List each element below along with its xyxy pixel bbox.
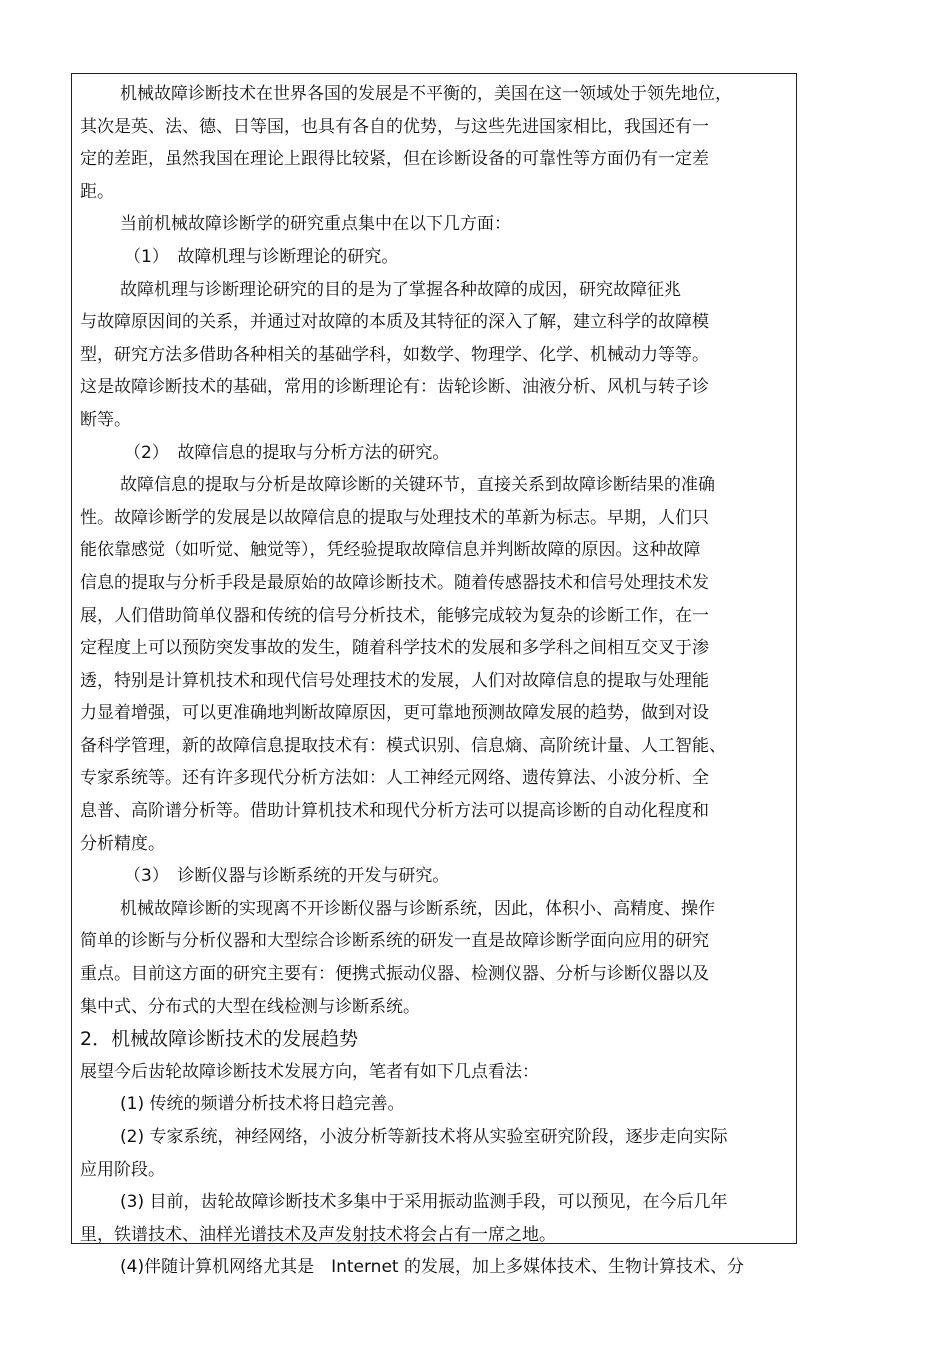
paragraph-line: 距。 — [80, 181, 114, 202]
document-frame — [71, 73, 797, 1278]
list-item: (1) 传统的频谱分析技术将日趋完善。 — [120, 1094, 405, 1115]
paragraph-line: 展望今后齿轮故障诊断技术发展方向，笔者有如下几点看法： — [80, 1061, 539, 1082]
section-item-heading: （3） 诊断仪器与诊断系统的开发与研究。 — [124, 866, 450, 887]
paragraph-line: 断等。 — [80, 409, 131, 430]
list-item: (4)伴随计算机网络尤其是 Internet 的发展，加上多媒体技术、生物计算技术、分 — [120, 1257, 744, 1278]
paragraph-line: 型，研究方法多借助各种相关的基础学科，如数学、物理学、化学、机械动力等等。 — [80, 344, 709, 365]
paragraph-line: 分析精度。 — [80, 833, 165, 854]
paragraph-line: 信息的提取与分析手段是最原始的故障诊断技术。随着传感器技术和信号处理技术发 — [80, 572, 709, 593]
paragraph-line: 透，特别是计算机技术和现代信号处理技术的发展，人们对故障信息的提取与处理能 — [80, 670, 709, 691]
paragraph-line: 专家系统等。还有许多现代分析方法如：人工神经元网络、遗传算法、小波分析、全 — [80, 768, 709, 789]
section-item-heading: （2） 故障信息的提取与分析方法的研究。 — [124, 442, 450, 463]
paragraph-line: 集中式、分布式的大型在线检测与诊断系统。 — [80, 996, 420, 1017]
section-item-heading: （1） 故障机理与诊断理论的研究。 — [124, 246, 399, 267]
paragraph-line: 应用阶段。 — [80, 1159, 165, 1180]
paragraph-line: 机械故障诊断的实现离不开诊断仪器与诊断系统，因此，体积小、高精度、操作 — [120, 898, 715, 919]
paragraph-line: 与故障原因间的关系，并通过对故障的本质及其特征的深入了解，建立科学的故障模 — [80, 312, 709, 333]
list-item: (3) 目前，齿轮故障诊断技术多集中于采用振动监测手段，可以预见，在今后几年 — [120, 1192, 728, 1213]
paragraph-line: 故障机理与诊断理论研究的目的是为了掌握各种故障的成因，研究故障征兆 — [120, 279, 681, 300]
paragraph-line: 故障信息的提取与分析是故障诊断的关键环节，直接关系到故障诊断结果的准确 — [120, 475, 715, 496]
list-item: (2) 专家系统，神经网络，小波分析等新技术将从实验室研究阶段，逐步走向实际 — [120, 1127, 728, 1147]
paragraph-line: 简单的诊断与分析仪器和大型综合诊断系统的研发一直是故障诊断学面向应用的研究 — [80, 931, 709, 952]
paragraph-line: 重点。目前这方面的研究主要有：便携式振动仪器、检测仪器、分析与诊断仪器以及 — [80, 964, 709, 985]
section-heading: 2．机械故障诊断技术的发展趋势 — [80, 1028, 359, 1051]
paragraph-line: 定的差距，虽然我国在理论上跟得比较紧，但在诊断设备的可靠性等方面仍有一定差 — [80, 149, 709, 170]
paragraph-line: 定程度上可以预防突发事故的发生，随着科学技术的发展和多学科之间相互交叉于渗 — [80, 638, 709, 659]
paragraph-line: 里，铁谱技术、油样光谱技术及声发射技术将会占有一席之地。 — [80, 1224, 556, 1245]
paragraph-line: 性。故障诊断学的发展是以故障信息的提取与处理技术的革新为标志。早期，人们只 — [80, 507, 709, 528]
paragraph-line: 机械故障诊断技术在世界各国的发展是不平衡的，美国在这一领域处于领先地位， — [120, 84, 732, 104]
paragraph-line: 备科学管理，新的故障信息提取技术有：模式识别、信息熵、高阶统计量、人工智能、 — [80, 735, 726, 756]
paragraph-line: 息普、高阶谱分析等。借助计算机技术和现代分析方法可以提高诊断的自动化程度和 — [80, 801, 709, 822]
paragraph-line: 当前机械故障诊断学的研究重点集中在以下几方面： — [120, 214, 511, 235]
paragraph-line: 力显着增强，可以更准确地判断故障原因，更可靠地预测故障发展的趋势，做到对设 — [80, 703, 709, 724]
paragraph-line: 其次是英、法、德、日等国，也具有各自的优势，与这些先进国家相比，我国还有一 — [80, 116, 709, 137]
paragraph-line: 能依靠感觉（如听觉、触觉等），凭经验提取故障信息并判断故障的原因。这种故障 — [80, 540, 701, 561]
paragraph-line: 这是故障诊断技术的基础，常用的诊断理论有：齿轮诊断、油液分析、风机与转子诊 — [80, 377, 709, 398]
paragraph-line: 展，人们借助简单仪器和传统的信号分析技术，能够完成较为复杂的诊断工作，在一 — [80, 605, 709, 626]
document-body — [80, 78, 770, 1284]
